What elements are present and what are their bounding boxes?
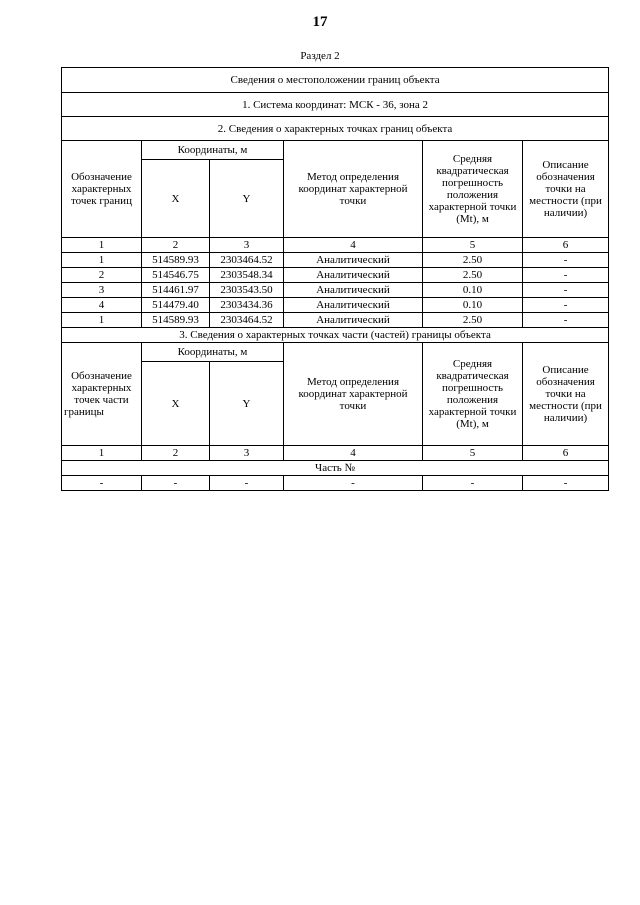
table-cell: - [523, 253, 609, 268]
column-number: 2 [142, 446, 210, 461]
y-header: Y [210, 362, 284, 446]
table-cell: - [523, 476, 609, 491]
table-cell: 2303464.52 [210, 313, 284, 328]
section3-title: 3. Сведения о характерных точках части (частей) границы объекта [62, 328, 609, 343]
table-cell: 0.10 [423, 298, 523, 313]
section-label: Раздел 2 [300, 50, 340, 62]
column-number: 3 [210, 446, 284, 461]
table-cell: 2303543.50 [210, 283, 284, 298]
table-cell: 514479.40 [142, 298, 210, 313]
x-header: X [142, 362, 210, 446]
table-cell: 3 [62, 283, 142, 298]
table-cell: - [62, 476, 142, 491]
table-cell: - [523, 298, 609, 313]
column-number: 4 [284, 238, 423, 253]
column-number: 6 [523, 238, 609, 253]
table-cell: Аналитический [284, 313, 423, 328]
table-cell: 514461.97 [142, 283, 210, 298]
method-header: Метод определения координат характерной точки [284, 141, 423, 238]
table-cell: 0.10 [423, 283, 523, 298]
page-number: 17 [312, 14, 328, 30]
table-cell: Аналитический [284, 283, 423, 298]
table-cell: 2.50 [423, 268, 523, 283]
column-number: 2 [142, 238, 210, 253]
table-row [62, 268, 609, 283]
table-cell: Аналитический [284, 268, 423, 283]
table-cell: 2 [62, 268, 142, 283]
table-cell: - [284, 476, 423, 491]
table-cell: 2303548.34 [210, 268, 284, 283]
table-row [62, 476, 609, 491]
table-cell: 2303434.36 [210, 298, 284, 313]
column-number: 6 [523, 446, 609, 461]
description-header: Описание обозначения точки на местности (при наличии) [523, 343, 609, 446]
designation-header: Обозначение характерных точек части границы [62, 343, 142, 446]
table-cell: 1 [62, 313, 142, 328]
coordinates-header: Координаты, м [142, 343, 284, 362]
y-header: Y [210, 160, 284, 238]
part-label: Часть № [62, 461, 609, 476]
table-row [62, 283, 609, 298]
table-cell: - [523, 283, 609, 298]
table-cell: - [210, 476, 284, 491]
error-header: Средняя квадратическая погрешность положения характерной точки (Mt), м [423, 343, 523, 446]
table-cell: - [523, 313, 609, 328]
boundary-table [61, 67, 609, 491]
header-row [62, 141, 609, 160]
column-number: 3 [210, 238, 284, 253]
table-cell: - [523, 268, 609, 283]
designation-header: Обозначение характерных точек границ [62, 141, 142, 238]
header-row [62, 343, 609, 362]
table-row [62, 253, 609, 268]
part-label-row [62, 461, 609, 476]
table-row [62, 313, 609, 328]
table-cell: Аналитический [284, 253, 423, 268]
table-title: Сведения о местоположении границ объекта [62, 68, 609, 93]
section3-title-row [62, 328, 609, 343]
table-cell: 514589.93 [142, 253, 210, 268]
error-header: Средняя квадратическая погрешность положения характерной точки (Mt), м [423, 141, 523, 238]
table-cell: Аналитический [284, 298, 423, 313]
table-cell: 2303464.52 [210, 253, 284, 268]
column-number: 5 [423, 238, 523, 253]
column-number: 4 [284, 446, 423, 461]
table-cell: - [142, 476, 210, 491]
coord-system: 1. Система координат: МСК - 36, зона 2 [62, 93, 609, 117]
column-number: 1 [62, 238, 142, 253]
column-numbers-row [62, 238, 609, 253]
description-header: Описание обозначения точки на местности (при наличии) [523, 141, 609, 238]
method-header: Метод определения координат характерной точки [284, 343, 423, 446]
coordinates-header: Координаты, м [142, 141, 284, 160]
table-cell: 514589.93 [142, 313, 210, 328]
table-row [62, 298, 609, 313]
table-cell: 1 [62, 253, 142, 268]
section2-title-row [62, 117, 609, 141]
x-header: X [142, 160, 210, 238]
table-cell: - [423, 476, 523, 491]
section2-title: 2. Сведения о характерных точках границ объекта [62, 117, 609, 141]
column-number: 1 [62, 446, 142, 461]
table-cell: 4 [62, 298, 142, 313]
coord-system-row [62, 93, 609, 117]
table-cell: 2.50 [423, 313, 523, 328]
column-number: 5 [423, 446, 523, 461]
column-numbers-row [62, 446, 609, 461]
table-cell: 2.50 [423, 253, 523, 268]
title-row [62, 68, 609, 93]
table-cell: 514546.75 [142, 268, 210, 283]
